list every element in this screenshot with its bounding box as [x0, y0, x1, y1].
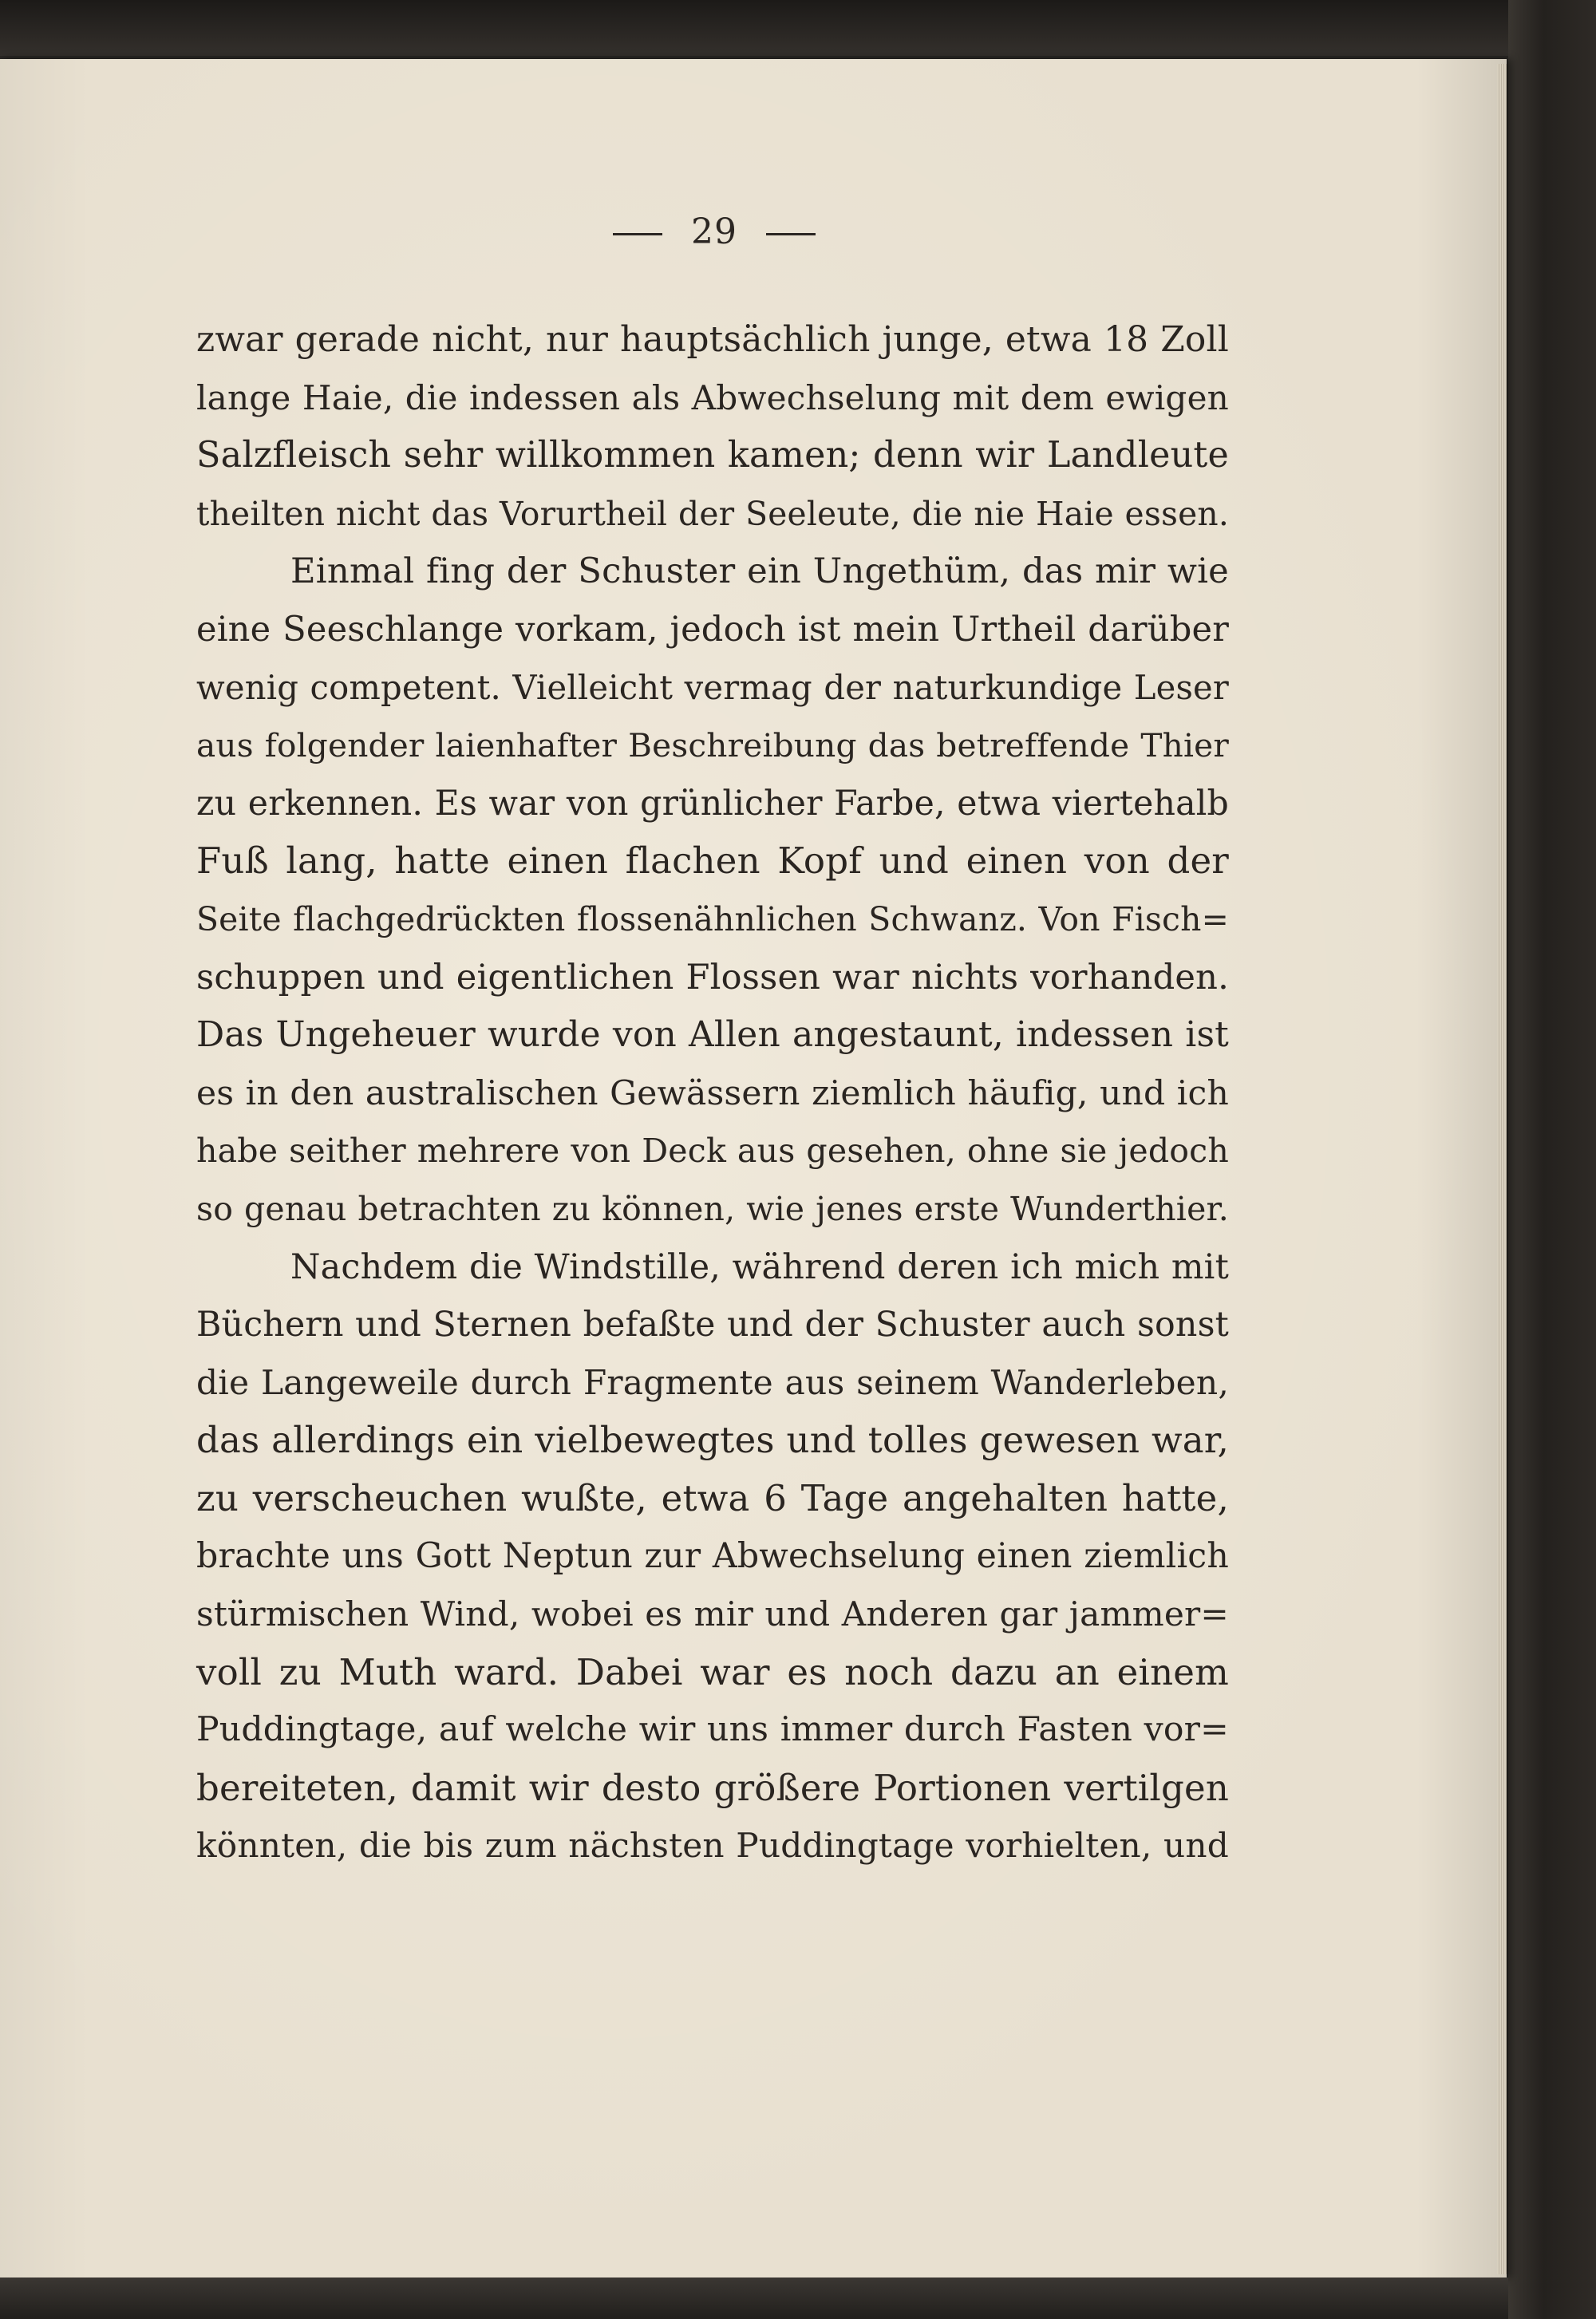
text-line: voll zu Muth ward. Dabei war es noch dazu an einem [196, 1650, 1229, 1693]
text-line: wenig competent. Vielleicht vermag der naturkundige Leser [196, 667, 1229, 707]
header-dash-right [766, 233, 816, 235]
text-line: es in den australischen Gewässern ziemlich häufig, und ich [196, 1073, 1229, 1112]
binding-top-edge [0, 0, 1596, 56]
text-line: aus folgender laienhafter Beschreibung das betreffende Thier [196, 726, 1229, 765]
text-line: zwar gerade nicht, nur hauptsächlich junge, etwa 18 Zoll [196, 319, 1229, 360]
body-text [196, 311, 1229, 1875]
text-line: stürmischen Wind, wobei es mir und Anderen gar jammer= [196, 1594, 1229, 1634]
text-line: das allerdings ein vielbewegtes und tolles gewesen war, [196, 1419, 1229, 1462]
text-line: Das Ungeheuer wurde von Allen angestaunt, indessen ist [196, 1014, 1229, 1056]
header-dash-left [613, 233, 662, 235]
text-line: Fuß lang, hatte einen flachen Kopf und einen von der [196, 840, 1229, 883]
text-line: Salzfleisch sehr willkommen kamen; denn wir Landleute [196, 435, 1229, 476]
text-line: Einmal fing der Schuster ein Ungethüm, das mir wie [290, 551, 1229, 592]
text-line: Nachdem die Windstille, während deren ich mich mit [290, 1246, 1229, 1287]
text-line: lange Haie, die indessen als Abwechselung mit dem ewigen [196, 377, 1229, 417]
page-number: 29 [691, 211, 737, 252]
text-line: so genau betrachten zu können, wie jenes erste Wunderthier. [196, 1189, 1229, 1228]
text-line: zu erkennen. Es war von grünlicher Farbe, etwa viertehalb [196, 783, 1229, 824]
binding-bottom-edge [0, 2278, 1508, 2319]
text-line: bereiteten, damit wir desto größere Portionen vertilgen [196, 1766, 1229, 1809]
text-line: Büchern und Sternen befaßte und der Schuster auch sonst [196, 1305, 1229, 1345]
text-line: brachte uns Gott Neptun zur Abwechselung einen ziemlich [196, 1536, 1229, 1577]
text-line: habe seither mehrere von Deck aus gesehen, ohne sie jedoch [196, 1132, 1229, 1171]
text-line: könnten, die bis zum nächsten Puddingtage vorhielten, und [196, 1826, 1229, 1866]
text-line: die Langeweile durch Fragmente aus seinem Wanderleben, [196, 1362, 1229, 1402]
text-line: eine Seeschlange vorkam, jedoch ist mein Urtheil darüber [196, 609, 1229, 650]
page-header [0, 211, 1428, 252]
text-line: Puddingtage, auf welche wir uns immer durch Fasten vor= [196, 1710, 1229, 1750]
book-cover-board [1508, 0, 1596, 2319]
text-line: zu verscheuchen wußte, etwa 6 Tage angehalten hatte, [196, 1476, 1229, 1519]
text-line: theilten nicht das Vorurtheil der Seeleute, die nie Haie essen. [196, 494, 1229, 533]
text-line: Seite flachgedrückten flossenähnlichen Schwanz. Von Fisch= [196, 899, 1229, 938]
text-line: schuppen und eigentlichen Flossen war nichts vorhanden. [196, 957, 1229, 998]
page-stack-edges [1497, 64, 1507, 2274]
